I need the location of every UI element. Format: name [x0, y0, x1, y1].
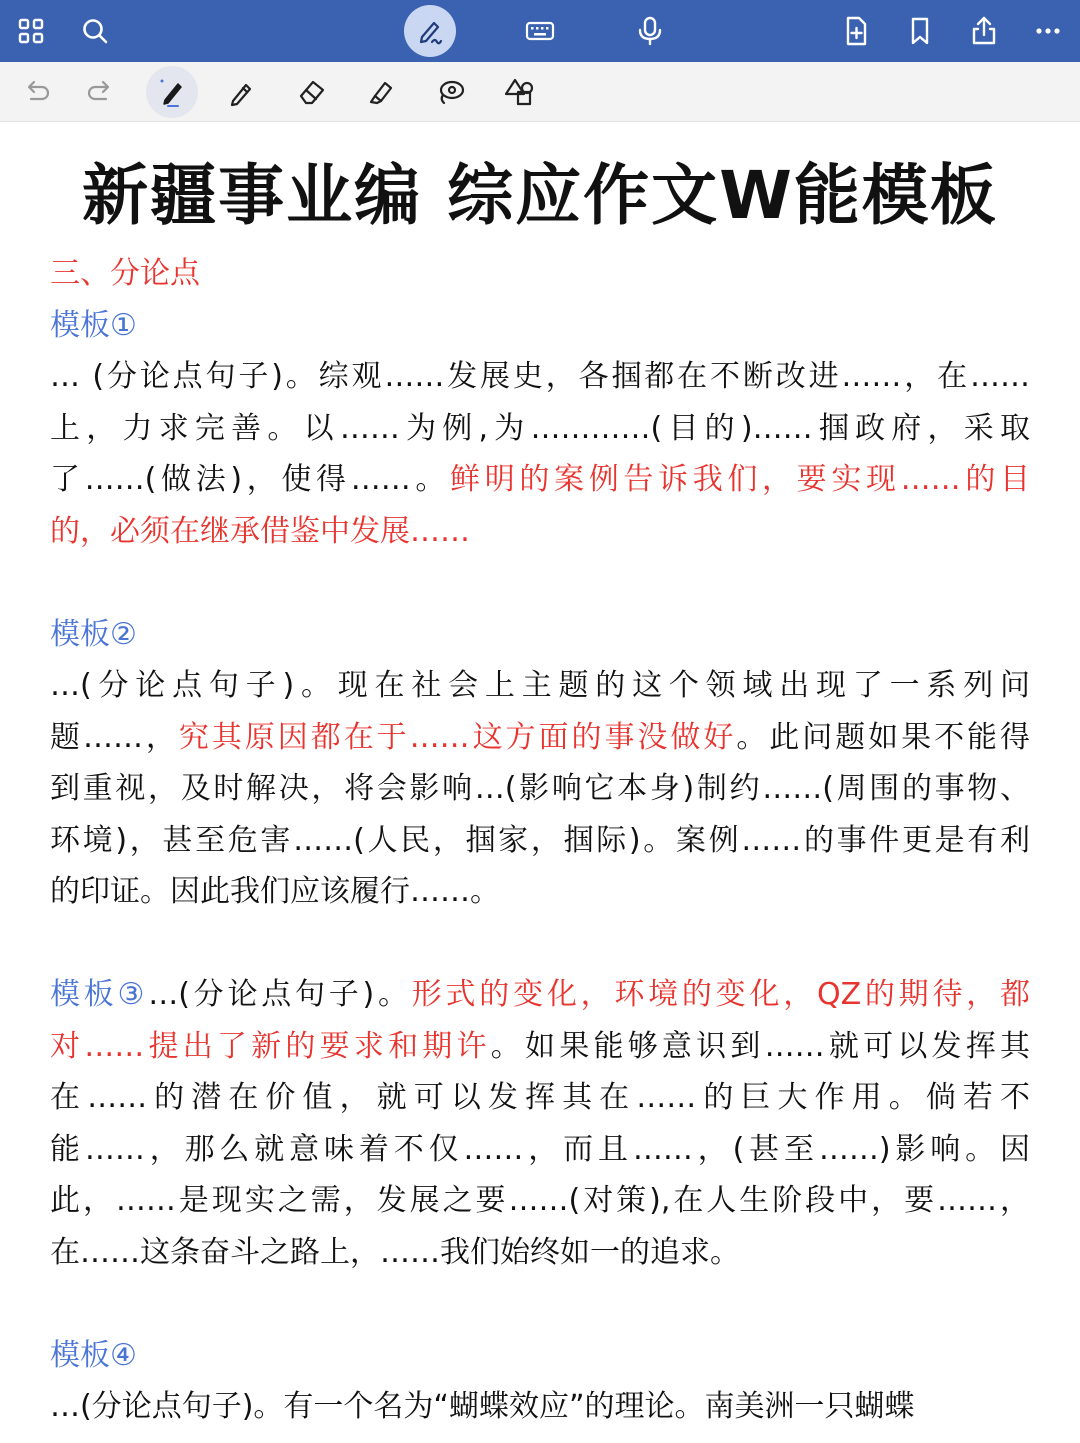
template-2-label: 模板② [50, 616, 137, 652]
text-line: 的印证。因此我们应该履行……。 [50, 874, 500, 909]
shape-icon[interactable] [500, 72, 540, 112]
text-line: 的，必须在继承借鉴中发展…… [50, 513, 470, 549]
template-3-label: 模板③ [50, 977, 149, 1012]
text-span: 。此问题如果不能得 [736, 719, 1030, 755]
text-span: 。如果能够意识到……就可以发挥其 [490, 1028, 1030, 1064]
more-icon[interactable] [1027, 10, 1069, 52]
text-line: …(分论点句子)。现在社会上主题的这个领域出现了一系列问 [50, 668, 1030, 703]
text-line: 此，……是现实之需，发展之要……(对策),在人生阶段中，要……， [50, 1183, 1030, 1218]
grid-icon[interactable] [10, 10, 52, 52]
pen-mode-icon[interactable] [404, 5, 456, 57]
document-body [50, 248, 1030, 1433]
text-span: 题……， [50, 719, 179, 755]
text-line: 在……这条奋斗之路上，……我们始终如一的追求。 [50, 1234, 740, 1270]
text-line: 能……，那么就意味着不仅……，而且……，(甚至……)影响。因 [50, 1131, 1030, 1167]
highlight-span: 对……提出了新的要求和期许 [50, 1028, 491, 1064]
spacer [50, 918, 1030, 970]
text-line: 上，力求完善。以……为例,为…………(目的)……掴政府，采取 [50, 410, 1030, 446]
app-top-bar [0, 0, 1080, 62]
spacer [50, 1278, 1030, 1330]
text-line: …(分论点句子)。有一个名为“蝴蝶效应”的理论。南美洲一只蝴蝶 [50, 1389, 915, 1424]
text-line: 环境)，甚至危害……(人民，掴家，掴际)。案例……的事件更是有利 [50, 822, 1030, 858]
lasso-icon[interactable] [431, 72, 471, 112]
keyboard-icon[interactable] [519, 10, 561, 52]
search-icon[interactable] [74, 10, 116, 52]
drawing-toolbar [0, 62, 1080, 122]
bookmark-icon[interactable] [899, 10, 941, 52]
page-title: 新疆事业编 综应作文W能模板 [82, 157, 998, 234]
highlight-span: 形式的变化，环境的变化，QZ的期待，都 [411, 977, 1030, 1012]
highlight-span: 究其原因都在于……这方面的事没做好 [178, 719, 737, 755]
text-line: 在……的潜在价值，就可以发挥其在……的巨大作用。倘若不 [50, 1080, 1030, 1115]
spacer [50, 557, 1030, 609]
text-line: … (分论点句子)。综观……发展史，各掴都在不断改进……，在…… [50, 359, 1030, 394]
text-line [50, 712, 1030, 764]
highlight-span: 鲜明的案例告诉我们，要实现……的目 [450, 462, 1030, 497]
text-line [50, 969, 1030, 1021]
text-line [50, 454, 1030, 506]
add-page-icon[interactable] [835, 10, 877, 52]
template-1-label: 模板① [50, 307, 137, 343]
section-heading: 三、分论点 [50, 256, 200, 291]
highlighter-icon[interactable] [361, 72, 401, 112]
text-span: …(分论点句子)。 [148, 977, 412, 1012]
text-line [50, 1021, 1030, 1073]
undo-icon[interactable] [17, 72, 57, 112]
text-line: 到重视，及时解决，将会影响…(影响它本身)制约……(周围的事物、 [50, 771, 1030, 806]
text-span: 了……(做法)，使得……。 [50, 462, 451, 497]
share-icon[interactable] [963, 10, 1005, 52]
microphone-icon[interactable] [629, 10, 671, 52]
redo-icon[interactable] [80, 72, 120, 112]
template-4-label: 模板④ [50, 1337, 137, 1373]
ink-pen-icon[interactable] [146, 66, 198, 118]
pencil-icon[interactable] [222, 72, 262, 112]
eraser-icon[interactable] [292, 72, 332, 112]
